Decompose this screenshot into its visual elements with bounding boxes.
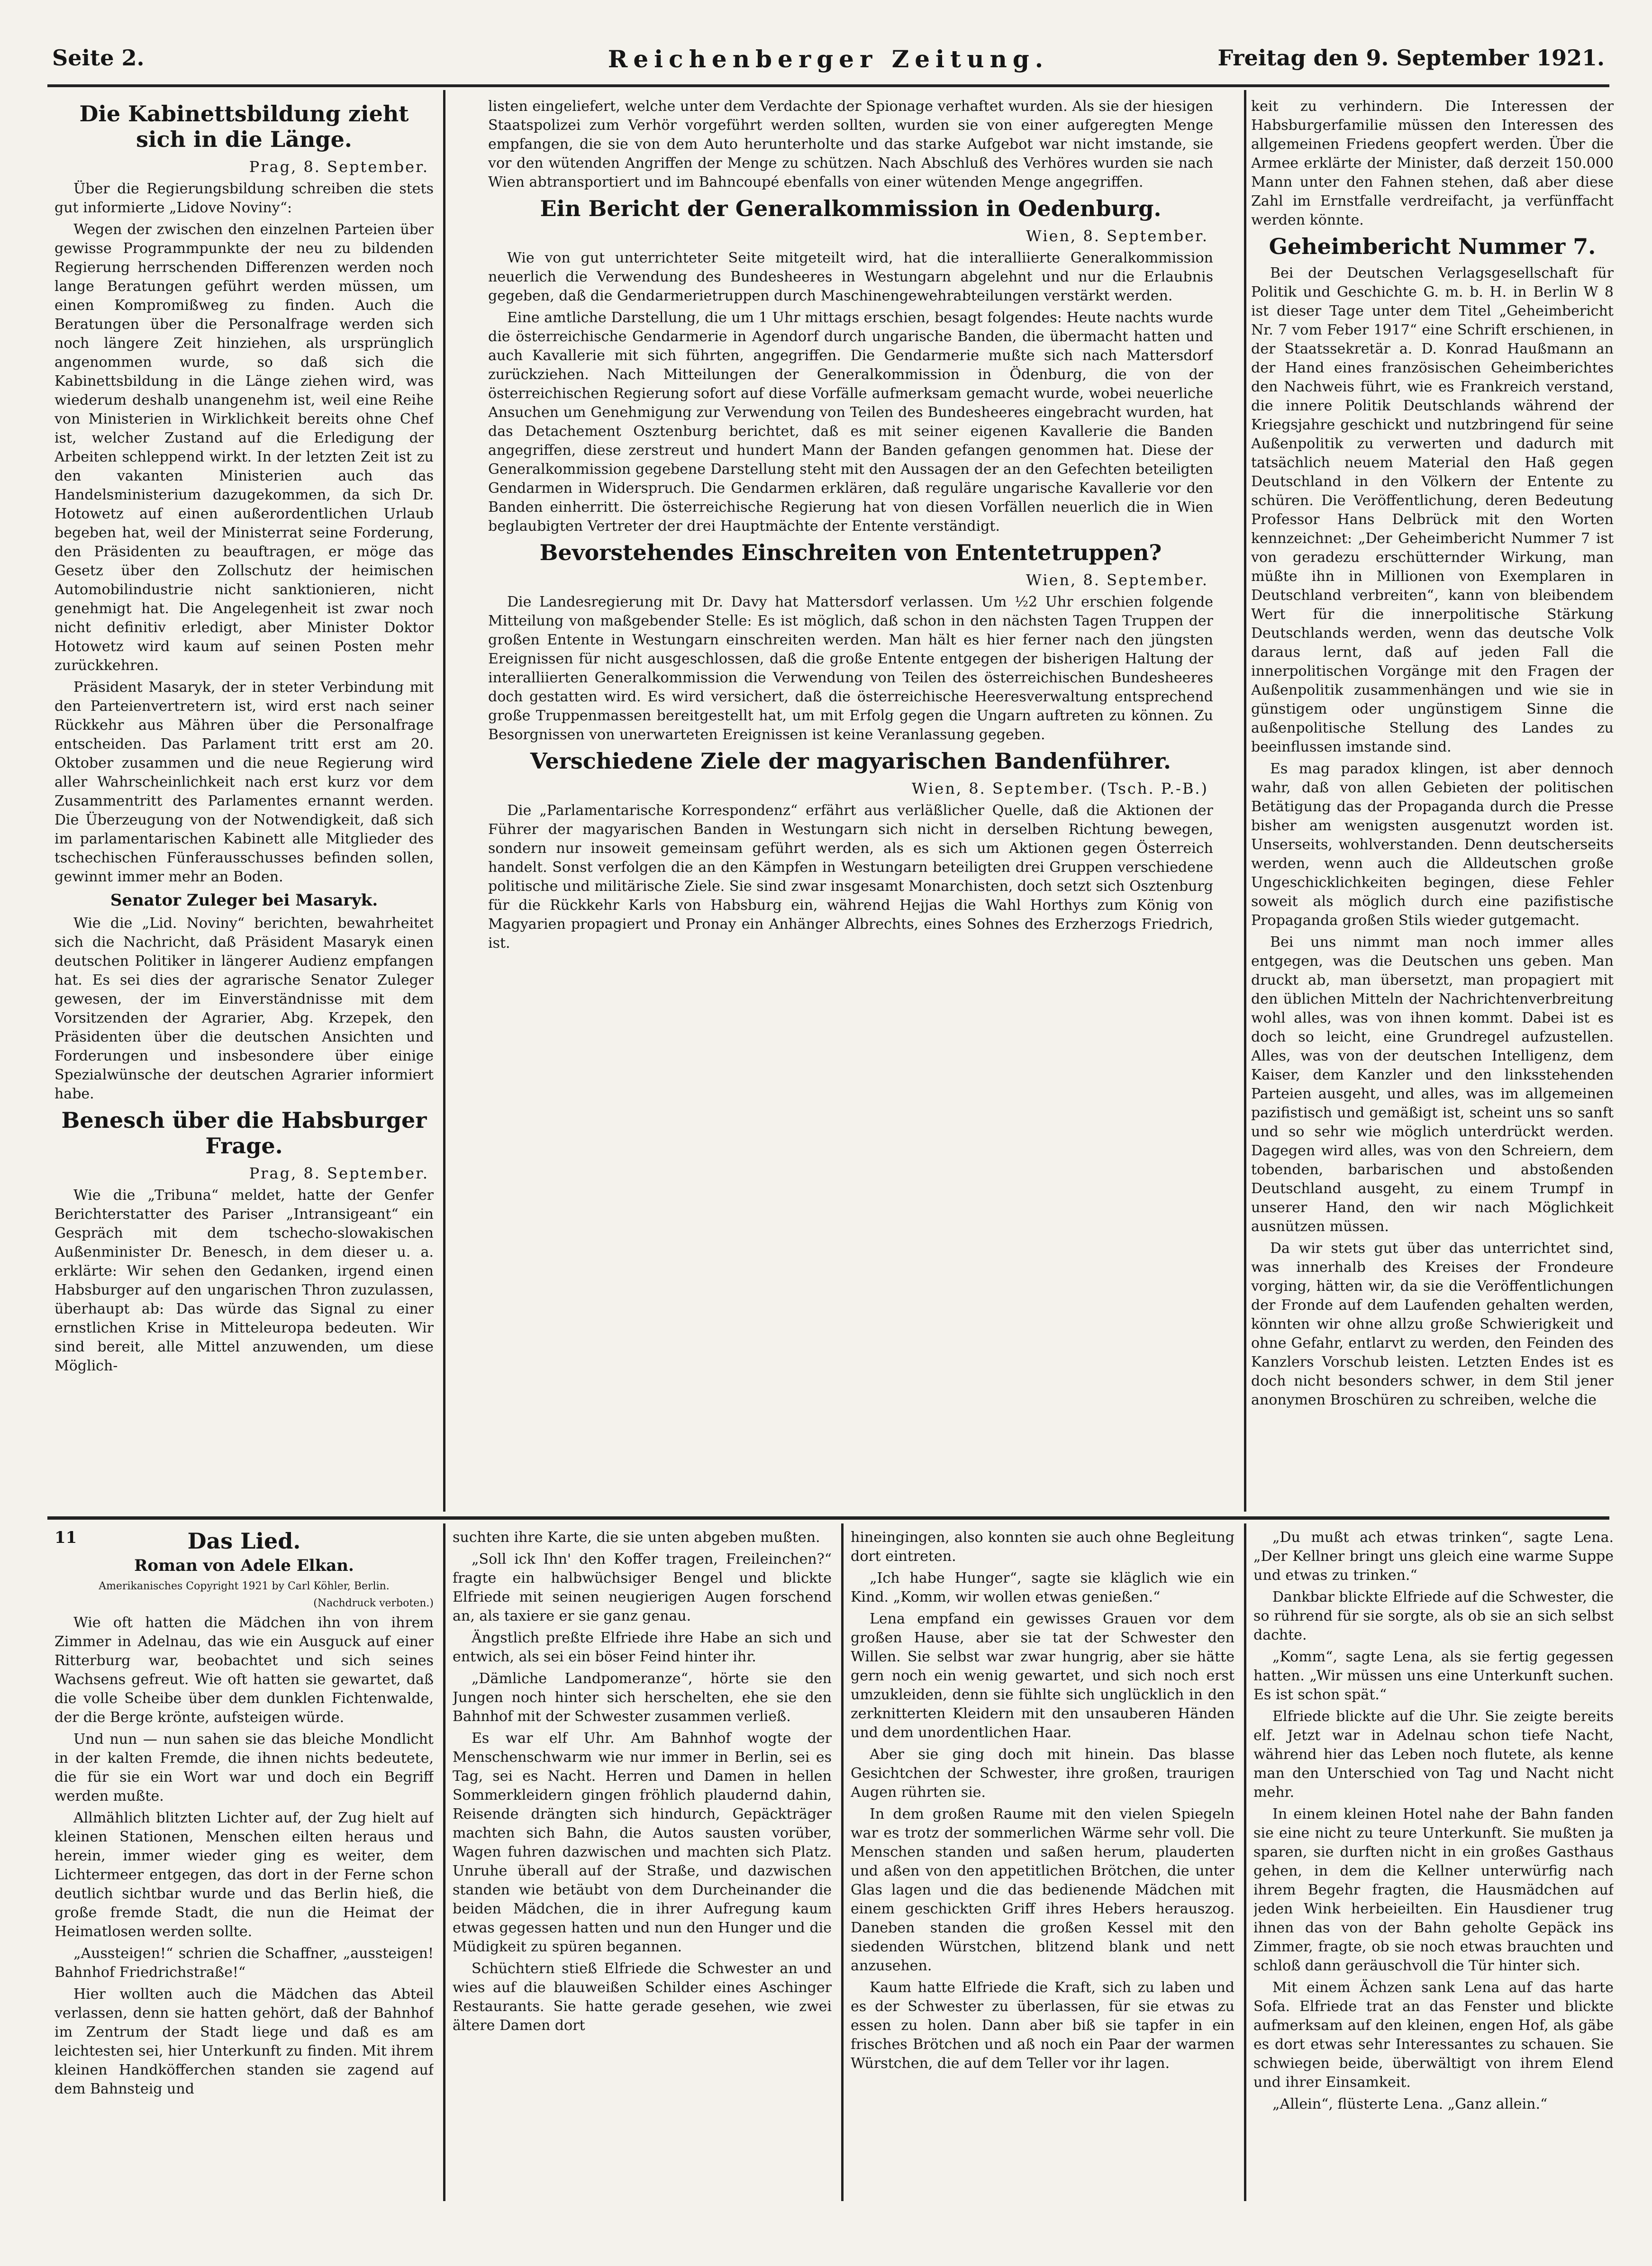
paragraph: Dankbar blickte Elfriede auf die Schwester, die so rührend für sie sorgte, als ob sie an sich selbst dachte. [1253, 1589, 1614, 1643]
issue-date: Freitag den 9. September 1921. [1217, 45, 1605, 71]
column-rule-2 [1244, 90, 1246, 1512]
feuilleton-column-3 [851, 1528, 1234, 2206]
dateline: Prag, 8. September. [249, 158, 429, 176]
installment-number: 11 [54, 1528, 77, 1547]
dateline: Prag, 8. September. [249, 1164, 429, 1182]
paragraph: Bei uns nimmt man noch immer alles entgegen, was die Deutschen uns geben. Man druckt ab, man übersetzt, man propagiert mit den üblichen Mitteln der Nachrichtenverbreitung wohl alles, was von ihnen kommt. Dabei ist es doch so leicht, eine Grundregel aufzustellen. Alles, was von der deutschen Intelligenz, dem Kaiser, dem Kanzler und den linksstehenden Parteien ausgeht, und alles, was im allgemeinen pazifistisch und gemäßigt ist, scheint uns so sanft und so sehr wie möglich unterdrückt werden. Dagegen wird alles, was von den Schreiern, dem tobenden, barbarischen und abstoßenden Deutschland ausgeht, zu einem Trumpf in unserer Hand, den wir nach Möglichkeit ausnützen müssen. [1251, 934, 1614, 1235]
paragraph: Mit einem Ächzen sank Lena auf das harte Sofa. Elfriede trat an das Fenster und blickte aufmerksam auf den kleinen, engen Hof, als gäbe es dort etwas sehr Interessantes zu schauen. Sie schwiegen beide, überwältigt von ihrem Elend und ihrer Einsamkeit. [1253, 1979, 1614, 2091]
feuilleton-rule [47, 1516, 1609, 1520]
headline-geheimbericht: Geheimbericht Nummer 7. [1269, 234, 1596, 259]
paragraph: Es mag paradox klingen, ist aber dennoch wahr, daß von allen Gebieten der politischen Betätigung das der Propaganda durch die Presse bisher am wenigsten ausgenutzt worden ist. Unserseits, wohlverstanden. Denn deutscherseits werden, wenn auch die Alldeutschen große Ungeschicklichkeiten begingen, diese Fehler soweit als möglich durch eine pazifistische Propaganda großen Stils wieder gutgemacht. [1251, 761, 1614, 929]
paragraph: Eine amtliche Darstellung, die um 1 Uhr mittags erschien, besagt folgendes: Heute nachts wurde die österreichische Gendarmerie in Agendorf durch ungarische Banden, die übermacht hatten und auch Kavallerie mit sich führten, angegriffen. Die Gendarmerie mußte sich nach Mattersdorf zurückziehen. Nach Mitteilungen der Generalkommission in Ödenburg, die von der österreichischen Regierung sofort auf diese Vorfälle aufmerksam gemacht wurde, wobei neuerliche Ansuchen um Genehmigung zur Verwendung von Teilen des Bundesheeres eingebracht wurden, hat das Detachement Osztenburg berichtet, daß es mit seiner eigenen Kavallerie die Banden angegriffen, diese zerstreut und hundert Mann der Banden gefangen genommen hat. Diese der Generalkommission gegebene Darstellung steht mit den Aussagen der an den Gefechten beteiligten Gendarmen in Widerspruch. Die Gendarmen erklären, daß reguläre ungarische Kavallerie vor den Banden einherritt. Die österreichische Regierung hat von diesen Vorfällen neuerlich die in Wien beglaubigten Vertreter der drei Hauptmächte der Entente verständigt. [488, 309, 1213, 535]
feuilleton-rule-3 [1244, 1523, 1246, 2201]
paragraph: Schüchtern stieß Elfriede die Schwester an und wies auf die blauweißen Schilder eines Aschinger Restaurants. Sie hatte gerade gesehen, wie zwei ältere Damen dort [453, 1960, 832, 2034]
paragraph: Lena empfand ein gewisses Grauen vor dem großen Hause, aber sie tat der Schwester den Willen. Sie selbst war zwar hungrig, aber sie hätte gern noch ein wenig gewartet, und sich noch erst umzukleiden, denn sie fühlte sich unglücklich in den zerknitterten Kleidern mit den unsauberen Händen und dem unordentlichen Haar. [851, 1611, 1234, 1741]
column-1 [54, 97, 434, 1514]
paragraph: Wie die „Lid. Noviny“ berichten, bewahrheitet sich die Nachricht, daß Präsident Masaryk einen deutschen Politiker in längerer Audienz empfangen hat. Es sei dies der agrarische Senator Zuleger gewesen, der im Einverständnisse mit dem Vorsitzenden der Agrarier, Abg. Krzepek, den Präsidenten über die deutschen Ansichten und Forderungen und insbesondere über einige Spezialwünsche der deutschen Agrarier informiert habe. [54, 915, 434, 1102]
paragraph: Wie oft hatten die Mädchen ihn von ihrem Zimmer in Adelnau, das wie ein Ausguck auf einer Ritterburg war, beobachtet und sich seines Wachsens gefreut. Wie oft hatten sie gewartet, daß die volle Scheibe über dem dunklen Fichtenwalde, der die Berge krönte, aufsteigen würde. [54, 1614, 434, 1726]
paragraph: „Ich habe Hunger“, sagte sie kläglich wie ein Kind. „Komm, wir wollen etwas genießen.“ [851, 1570, 1234, 1605]
paragraph: „Dämliche Landpomeranze“, hörte sie den Jungen noch hinter sich herschelten, ehe sie den Bahnhof mit der Schwester zusammen verließ. [453, 1670, 832, 1725]
paragraph: Wie von gut unterrichteter Seite mitgeteilt wird, hat die interalliierte Generalkommission neuerlich die Verwendung des Bundesheeres in Westungarn abgelehnt und nur die Erlaubnis gegeben, daß die Gendarmerietruppen durch Maschinengewehrabteilungen verstärkt werden. [488, 250, 1213, 304]
page-header [52, 45, 1605, 83]
headline-benesch: Benesch über die Habsburger Frage. [61, 1107, 427, 1159]
paragraph: „Allein“, flüsterte Lena. „Ganz allein.“ [1272, 2096, 1548, 2112]
novel-author: Roman von Adele Elkan. [134, 1556, 354, 1575]
paragraph: Ängstlich preßte Elfriede ihre Habe an sich und entwich, als sei ein böser Feind hinter ihr. [453, 1630, 832, 1665]
paragraph: Wegen der zwischen den einzelnen Parteien über gewisse Programmpunkte der neu zu bildenden Regierung herrschenden Differenzen werden noch lange Beratungen geführt werden müssen, um einen Kompromißweg zu finden. Auch die Beratungen über die Personalfrage werden sich noch längere Zeit hinziehen, als ursprünglich angenommen wurde, so daß sich die Kabinettsbildung in die Länge ziehen wird, was wiederum deshalb unangenehm ist, weil eine Reihe von Ministerien in Wirklichkeit bereits ohne Chef ist, welcher Zustand auf die Erledigung der Arbeiten schleppend wirkt. In der letzten Zeit ist zu den vakanten Ministerien auch das Handelsministerium dazugekommen, da sich Dr. Hotowetz auf einen außerordentlichen Urlaub begeben hat, weil der Ministerrat seine Forderung, den Präsidenten zu beauftragen, er möge das Gesetz über den Zollschutz der heimischen Automobilindustrie nicht sanktionieren, nicht genehmigt hat. Die Angelegenheit ist zwar noch nicht definitiv erledigt, aber Minister Doktor Hotowetz wird kaum auf seinen Posten mehr zurückkehren. [54, 221, 434, 674]
page-number: Seite 2. [52, 45, 145, 71]
paragraph: Hier wollten auch die Mädchen das Abteil verlassen, denn sie hatten gehört, daß der Bahnhof im Zentrum der Stadt liege und daß es am leichtesten sei, hier Unterkunft zu finden. Mit ihrem kleinen Handköfferchen standen sie zagend auf dem Bahnsteig und [54, 1986, 434, 2097]
dateline: Wien, 8. September. [1026, 571, 1208, 589]
paragraph: Über die Regierungsbildung schreiben die stets gut informierte „Lidove Noviny“: [54, 181, 434, 216]
paragraph: Und nun — nun sahen sie das bleiche Mondlicht in der kalten Fremde, die ihnen nichts bedeutete, die für sie ein Wort war und doch ein Begriff werden mußte. [54, 1731, 434, 1804]
copyright-note: Amerikanisches Copyright 1921 by Carl Köhler, Berlin. [99, 1580, 390, 1592]
headline-bandenfuehrer: Verschiedene Ziele der magyarischen Bandenführer. [530, 748, 1171, 774]
paragraph: „Soll ick Ihn' den Koffer tragen, Freileinchen?“ fragte ein halbwüchsiger Bengel und blickte Elfriede mit seinen neugierigen Augen forschend an, als taxiere er sie ganz genau. [453, 1551, 832, 1624]
feuilleton-rule-2 [841, 1523, 844, 2201]
paragraph: Kaum hatte Elfriede die Kraft, sich zu laben und es der Schwester zu überlassen, für sie etwas zu essen zu holen. Dann aber biß sie tapfer in ein frisches Brötchen und aß noch ein Paar der warmen Würstchen, die auf dem Teller vor ihr lagen. [851, 1979, 1234, 2072]
feuilleton-column-2 [453, 1528, 832, 2206]
paragraph: listen eingeliefert, welche unter dem Verdachte der Spionage verhaftet wurden. Als sie der hiesigen Staatspolizei zum Verhör vorgeführt werden sollten, wurden sie von einer aufgeregten Menge empfangen, die sie von dem Auto herunterholte und das starke Aufgebot war nicht imstande, sie vor den wütenden Angriffen der Menge zu schützen. Nach Abschluß des Verhöres wurden sie nach Wien abtransportiert und im Bahncoupé ebenfalls von einer wütenden Menge angegriffen. [488, 98, 1213, 190]
paragraph: Aber sie ging doch mit hinein. Das blasse Gesichtchen der Schwester, ihre großen, traurigen Augen rührten sie. [851, 1746, 1234, 1801]
column-2 [488, 97, 1213, 1514]
feuilleton-column-4 [1253, 1528, 1614, 2206]
paragraph: keit zu verhindern. Die Interessen der Habsburgerfamilie müssen den Interessen des allgemeinen Friedens geopfert werden. Über die Armee erklärte der Minister, daß derzeit 150.000 Mann unter den Fahnen stehen, daß aber diese Zahl im Ernstfalle verdreifacht, ja verfünffacht werden könnte. [1251, 98, 1614, 228]
paragraph: „Aussteigen!“ schrien die Schaffner, „aussteigen! Bahnhof Friedrichstraße!“ [54, 1945, 434, 1981]
paragraph: Wie die „Tribuna“ meldet, hatte der Genfer Berichterstatter des Pariser „Intransigeant“ ein Gespräch mit dem tschecho-slowakischen Außenminister Dr. Benesch, in dem dieser u. a. erklärte: Wir sehen den Gedanken, irgend einen Habsburger auf den ungarischen Thron zuzulassen, überhaupt ab: Das würde das Signal zu einer ernstlichen Krise in Mitteleuropa bedeuten. Wir sind bereit, alle Mittel anzuwenden, um diese Möglich- [54, 1187, 434, 1374]
newspaper-title: Reichenberger Zeitung. [608, 45, 1049, 73]
headline-kabinettsbildung: Die Kabinettsbildung zieht sich in die Länge. [79, 101, 409, 152]
reprint-note: (Nachdruck verboten.) [313, 1597, 434, 1609]
paragraph: In einem kleinen Hotel nahe der Bahn fanden sie eine nicht zu teure Unterkunft. Sie mußten ja sparen, sie durften nicht in ein großes Gasthaus gehen, in dem die Kellner unterwürfig nach ihrem Begehr fragten, die Hausmädchen auf jeden Wink herbeieilten. Ein Hausdiener trug ihnen das von der Bahn geholte Gepäck ins Zimmer, fragte, ob sie noch etwas brauchten und schloß dann geräuschvoll die Tür hinter sich. [1253, 1806, 1614, 1974]
headline-oedenburg: Ein Bericht der Generalkommission in Oedenburg. [540, 196, 1162, 221]
headline-zuleger: Senator Zuleger bei Masaryk. [110, 891, 378, 910]
column-3 [1251, 97, 1614, 1514]
novel-title: Das Lied. [187, 1528, 301, 1554]
paragraph: „Du mußt ach etwas trinken“, sagte Lena. „Der Kellner bringt uns gleich eine warme Suppe und etwas zu trinken.“ [1253, 1529, 1614, 1584]
paragraph: „Komm“, sagte Lena, als sie fertig gegessen hatten. „Wir müssen uns eine Unterkunft suchen. Es ist schon spät.“ [1253, 1649, 1614, 1703]
headline-ententetruppen: Bevorstehendes Einschreiten von Ententetruppen? [539, 540, 1162, 565]
paragraph: Allmählich blitzten Lichter auf, der Zug hielt auf kleinen Stationen, Menschen eilten heraus und herein, immer wieder ging es weiter, dem Lichtermeer entgegen, das dort in der Ferne schon deutlich sichtbar wurde und das Berlin hieß, die große fremde Stadt, die nun die Heimat der Heimatlosen werden sollte. [54, 1810, 434, 1940]
paragraph: Es war elf Uhr. Am Bahnhof wogte der Menschenschwarm wie nur immer in Berlin, sei es Tag, sei es Nacht. Herren und Damen in hellen Sommerkleidern gingen fröhlich plaudernd dahin, Reisende drängten sich hindurch, Gepäckträger machten sich Bahn, die Autos sausten vorüber, Wagen fuhren dazwischen und machten sich Platz. Unruhe überall auf der Straße, und dazwischen standen wie betäubt von dem Durcheinander die beiden Mädchen, die in ihrer Aufregung kaum etwas gegessen hatten und nun den Hunger und die Müdigkeit zu spüren begannen. [453, 1730, 832, 1955]
paragraph: Elfriede blickte auf die Uhr. Sie zeigte bereits elf. Jetzt war in Adelnau schon tiefe Nacht, während hier das Leben noch flutete, als kenne man den Unterschied von Tag und Nacht nicht mehr. [1253, 1708, 1614, 1801]
paragraph: Da wir stets gut über das unterrichtet sind, was innerhalb des Kreises der Frondeure vorging, hätten wir, da sie die Veröffentlichungen der Fronde auf dem Laufenden gehalten werden, könnten wir ohne allzu große Schwierigkeit und ohne Gefahr, entlarvt zu werden, den Feinden des Kanzlers Vorschub leisten. Letzten Endes ist es doch nicht besonders schwer, in dem Stil jener anonymen Broschüren zu schreiben, welche die [1251, 1240, 1614, 1408]
feuilleton-column-1 [54, 1528, 434, 2206]
paragraph: Präsident Masaryk, der in steter Verbindung mit den Parteienvertretern ist, wird erst nach seiner Rückkehr aus Mähren über die Personalfrage entscheiden. Das Parlament tritt erst am 20. Oktober zusammen und die neue Regierung wird aller Wahrscheinlichkeit nach erst kurz vor dem Zusammentritt des Parlamentes ernannt werden. Die Überzeugung von der Notwendigkeit, daß sich im parlamentarischen Kabinett alle Mitglieder des tschechischen Fünferausschusses befinden sollen, gewinnt immer mehr an Boden. [54, 679, 434, 885]
paragraph: Die „Parlamentarische Korrespondenz“ erfährt aus verläßlicher Quelle, daß die Aktionen der Führer der magyarischen Banden in Westungarn sich nicht in derselben Richtung bewegen, sondern nur insoweit gemeinsam geführt werden, als es sich um Aktionen gegen Österreich handelt. Sonst verfolgen die an den Kämpfen in Westungarn beteiligten drei Gruppen verschiedene politische und militärische Ziele. Sie sind zwar insgesamt Monarchisten, doch setzt sich Osztenburg für die Rückkehr Karls von Habsburg ein, während Hejjas die Wahl Horthys zum König von Magyarien propagiert und Pronay ein Anhänger Albrechts, eines Sohnes des Erzherzogs Friedrich, ist. [488, 802, 1213, 952]
header-rule [47, 84, 1609, 87]
dateline: Wien, 8. September. (Tsch. P.-B.) [911, 780, 1208, 798]
dateline: Wien, 8. September. [1026, 227, 1208, 245]
column-rule-1 [443, 90, 445, 1512]
paragraph: In dem großen Raume mit den vielen Spiegeln war es trotz der sommerlichen Wärme sehr voll. Die Menschen standen und saßen herum, plauderten und aßen von den appetitlichen Brötchen, die unter Glas lagen und die das bedienende Mädchen mit einem geschickten Griff ihres Hebers herauszog. Daneben standen die großen Kessel mit den siedenden Würstchen, blitzend blank und nett anzusehen. [851, 1806, 1234, 1974]
paragraph: Die Landesregierung mit Dr. Davy hat Mattersdorf verlassen. Um ½2 Uhr erschien folgende Mitteilung von maßgebender Stelle: Es ist möglich, daß schon in den nächsten Tagen Truppen der großen Entente in Westungarn einschreiten werden. Man hält es hier ferner nach den jüngsten Ereignissen für nicht ausgeschlossen, daß die große Entente entgegen der bisherigen Haltung der interalliierten Generalkommission die Verwendung von Teilen des österreichischen Bundesheeres doch gestatten wird. Es wird versichert, daß die österreichische Heeresverwaltung entsprechend große Truppenmassen bereitgestellt hat, um mit Erfolg gegen die Ungarn auftreten zu können. Zu Besorgnissen von unerwarteten Ereignissen ist keine Veranlassung gegeben. [488, 594, 1213, 743]
paragraph: suchten ihre Karte, die sie unten abgeben mußten. [453, 1529, 820, 1546]
feuilleton-rule-1 [443, 1523, 445, 2201]
paragraph: hineingingen, also konnten sie auch ohne Begleitung dort eintreten. [851, 1529, 1234, 1565]
paragraph: Bei der Deutschen Verlagsgesellschaft für Politik und Geschichte G. m. b. H. in Berlin W 8 ist dieser Tage unter dem Titel „Geheimbericht Nr. 7 vom Feber 1917“ eine Schrift erschienen, in der Staatssekretär a. D. Konrad Haußmann an der Hand eines französischen Geheimberichtes den Nachweis führt, wie es Frankreich verstand, die innere Politik Deutschlands während der Kriegsjahre geschickt und nutzbringend für seine Außenpolitik zu verwerten und dadurch mit tatsächlich neuem Material den Haß gegen Deutschland in den Völkern der Entente zu schüren. Die Veröffentlichung, deren Bedeutung Professor Hans Delbrück mit den Worten kennzeichnet: „Der Geheimbericht Nummer 7 ist von geradezu erschütternder Wirkung, man müßte ihn in Millionen von Exemplaren in Deutschland verbreiten“, kann von bleibendem Wert für die innerpolitische Stärkung Deutschlands werden, wenn das deutsche Volk daraus lernt, daß auf jeden Fall die innerpolitischen Vorgänge mit den Fragen der Außenpolitik zusammenhängen und wie sie in günstigem oder ungünstigem Sinne die außenpolitische Stellung des Landes zu beeinflussen imstande sind. [1251, 265, 1614, 755]
